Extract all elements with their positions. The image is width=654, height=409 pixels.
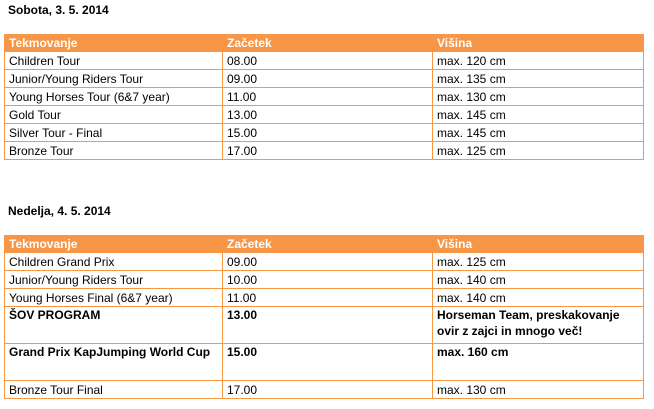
- table-row: [5, 271, 644, 289]
- start-time-cell: 11.00: [223, 289, 433, 307]
- column-header-start: Začetek: [223, 235, 433, 253]
- start-time-cell: 11.00: [223, 88, 433, 106]
- height-cell: max. 140 cm: [433, 289, 644, 307]
- column-header-start: Začetek: [223, 34, 433, 52]
- height-cell: Horseman Team, preskakovanje ovir z zajci in mnogo več!: [433, 307, 644, 344]
- column-header-competition: Tekmovanje: [5, 235, 223, 253]
- height-cell: max. 140 cm: [433, 271, 644, 289]
- table-row: [5, 124, 644, 142]
- start-time-cell: 15.00: [223, 344, 433, 381]
- start-time-cell: 09.00: [223, 70, 433, 88]
- competition-cell: Junior/Young Riders Tour: [5, 70, 223, 88]
- table-header-row: [5, 34, 644, 52]
- column-header-competition: Tekmovanje: [5, 34, 223, 52]
- table-header-row: [5, 235, 644, 253]
- schedule-table-sunday: [4, 235, 644, 399]
- height-cell: max. 130 cm: [433, 381, 644, 399]
- competition-cell: Bronze Tour: [5, 142, 223, 160]
- table-row: [5, 344, 644, 381]
- height-cell: max. 125 cm: [433, 142, 644, 160]
- table-row: [5, 52, 644, 70]
- height-cell: max. 130 cm: [433, 88, 644, 106]
- competition-cell: Children Tour: [5, 52, 223, 70]
- competition-cell: Bronze Tour Final: [5, 381, 223, 399]
- competition-cell: Junior/Young Riders Tour: [5, 271, 223, 289]
- competition-cell: Young Horses Tour (6&7 year): [5, 88, 223, 106]
- column-header-height: Višina: [433, 235, 644, 253]
- table-row: [5, 289, 644, 307]
- table-row: [5, 142, 644, 160]
- table-row: [5, 88, 644, 106]
- start-time-cell: 17.00: [223, 142, 433, 160]
- start-time-cell: 10.00: [223, 271, 433, 289]
- height-cell: max. 160 cm: [433, 344, 644, 381]
- competition-cell: Children Grand Prix: [5, 253, 223, 271]
- schedule-table-saturday: [4, 34, 644, 160]
- table-row: [5, 70, 644, 88]
- height-cell: max. 145 cm: [433, 124, 644, 142]
- competition-cell: Young Horses Final (6&7 year): [5, 289, 223, 307]
- height-cell: max. 125 cm: [433, 253, 644, 271]
- start-time-cell: 17.00: [223, 381, 433, 399]
- day-heading-sunday: Nedelja, 4. 5. 2014: [8, 204, 111, 218]
- height-cell: max. 145 cm: [433, 106, 644, 124]
- table-row: [5, 307, 644, 344]
- height-cell: max. 120 cm: [433, 52, 644, 70]
- competition-cell: ŠOV PROGRAM: [5, 307, 223, 344]
- start-time-cell: 13.00: [223, 307, 433, 344]
- table-row: [5, 381, 644, 399]
- height-cell: max. 135 cm: [433, 70, 644, 88]
- column-header-height: Višina: [433, 34, 644, 52]
- table-row: [5, 106, 644, 124]
- competition-cell: Silver Tour - Final: [5, 124, 223, 142]
- competition-cell: Gold Tour: [5, 106, 223, 124]
- start-time-cell: 08.00: [223, 52, 433, 70]
- start-time-cell: 09.00: [223, 253, 433, 271]
- start-time-cell: 13.00: [223, 106, 433, 124]
- day-heading-saturday: Sobota, 3. 5. 2014: [8, 3, 109, 17]
- table-row: [5, 253, 644, 271]
- start-time-cell: 15.00: [223, 124, 433, 142]
- competition-cell: Grand Prix KapJumping World Cup: [5, 344, 223, 381]
